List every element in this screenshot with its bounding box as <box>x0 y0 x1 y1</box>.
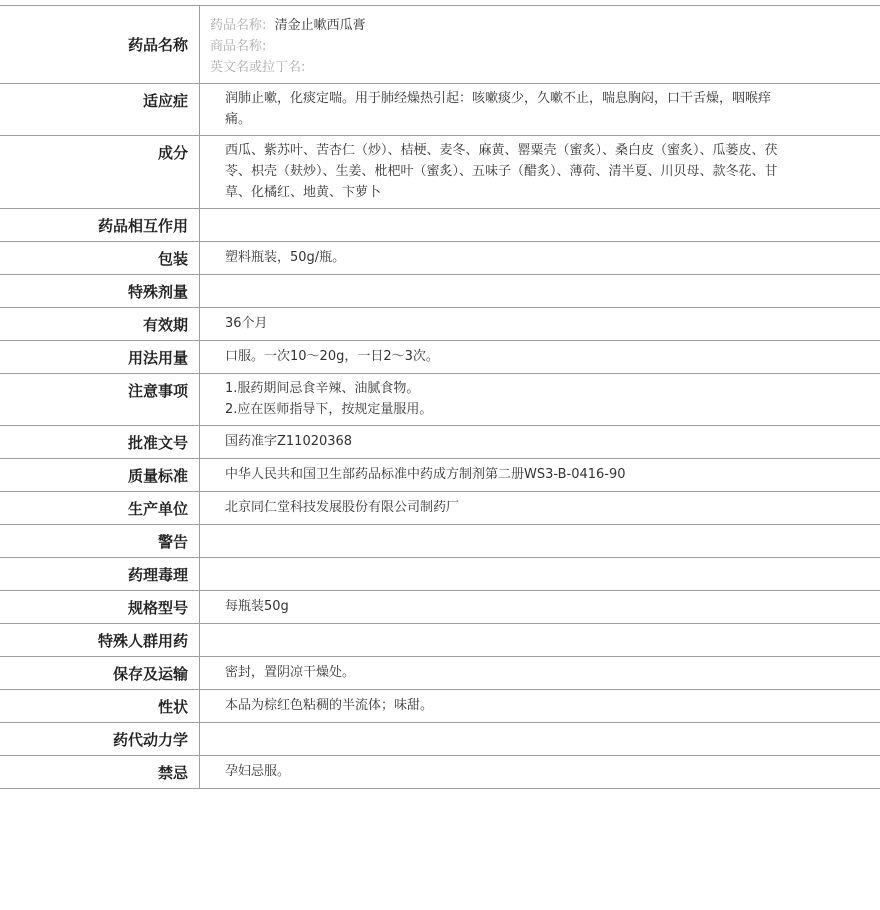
row-special-populations <box>0 624 880 657</box>
trade-name-line <box>210 36 788 57</box>
row-drug-name <box>0 6 880 84</box>
row-value: 密封，置阴凉干燥处。 <box>225 665 356 680</box>
row-storage-transport <box>0 657 880 690</box>
row-value: 36个月 <box>225 316 268 331</box>
row-pharmacology-toxicology <box>0 558 880 591</box>
row-value: 本品为棕红色粘稠的半流体；味甜。 <box>225 698 434 713</box>
row-label: 有效期 <box>0 308 200 340</box>
row-label: 药品名称 <box>0 6 200 83</box>
row-interactions <box>0 209 880 242</box>
row-value <box>200 525 880 557</box>
row-label: 特殊剂量 <box>0 275 200 307</box>
row-ingredients <box>0 136 880 209</box>
row-contraindications <box>0 756 880 789</box>
row-value <box>200 209 880 241</box>
row-precautions <box>0 374 880 426</box>
precaution-line: 1.服药期间忌食辛辣、油腻食物。 <box>225 381 420 396</box>
row-value <box>200 558 880 590</box>
row-label: 特殊人群用药 <box>0 624 200 656</box>
row-pharmacokinetics <box>0 723 880 756</box>
row-label: 警告 <box>0 525 200 557</box>
row-label: 药理毒理 <box>0 558 200 590</box>
row-value <box>200 275 880 307</box>
english-name-line <box>210 57 788 78</box>
generic-name-label: 药品名称: <box>210 18 267 33</box>
english-name-label: 英文名或拉丁名: <box>210 60 306 75</box>
row-label: 适应症 <box>0 84 200 135</box>
row-indications <box>0 84 880 136</box>
row-value: 孕妇忌服。 <box>225 764 291 779</box>
row-special-dosage <box>0 275 880 308</box>
drug-name-cell <box>200 6 880 83</box>
row-label: 规格型号 <box>0 591 200 623</box>
row-usage-dosage <box>0 341 880 374</box>
row-warning <box>0 525 880 558</box>
row-value: 口服。一次10～20g，一日2～3次。 <box>225 349 439 364</box>
row-value: 西瓜、紫苏叶、苦杏仁（炒）、桔梗、麦冬、麻黄、罂粟壳（蜜炙）、桑白皮（蜜炙）、瓜蒌皮、茯苓、枳壳（麸炒）、生姜、枇杷叶（蜜炙）、五味子（醋炙）、薄荷、清半夏、川贝母、款冬花、甘草、化橘红、地黄、卞萝卜 <box>225 143 778 200</box>
row-specification <box>0 591 880 624</box>
row-label: 包装 <box>0 242 200 274</box>
generic-name-value: 清金止嗽西瓜膏 <box>274 18 366 33</box>
generic-name-line <box>210 15 788 36</box>
row-value: 中华人民共和国卫生部药品标准中药成方制剂第二册WS3-B-0416-90 <box>225 467 626 482</box>
row-quality-standard <box>0 459 880 492</box>
row-label: 用法用量 <box>0 341 200 373</box>
row-shelf-life <box>0 308 880 341</box>
row-value <box>200 624 880 656</box>
row-value: 塑料瓶装，50g/瓶。 <box>225 250 346 265</box>
row-label: 批准文号 <box>0 426 200 458</box>
precaution-line: 2.应在医师指导下，按规定量服用。 <box>225 402 433 417</box>
row-label: 禁忌 <box>0 756 200 788</box>
drug-spec-table <box>0 5 880 789</box>
row-value <box>200 374 880 425</box>
row-value <box>200 723 880 755</box>
row-value: 北京同仁堂科技发展股份有限公司制药厂 <box>225 500 460 515</box>
row-label: 注意事项 <box>0 374 200 425</box>
row-label: 质量标准 <box>0 459 200 491</box>
row-label: 生产单位 <box>0 492 200 524</box>
row-value: 国药准字Z11020368 <box>225 434 353 449</box>
row-packaging <box>0 242 880 275</box>
row-label: 保存及运输 <box>0 657 200 689</box>
row-label: 性状 <box>0 690 200 722</box>
row-manufacturer <box>0 492 880 525</box>
row-description <box>0 690 880 723</box>
row-label: 药品相互作用 <box>0 209 200 241</box>
trade-name-label: 商品名称: <box>210 39 267 54</box>
row-label: 成分 <box>0 136 200 208</box>
row-value: 润肺止嗽，化痰定喘。用于肺经燥热引起：咳嗽痰少，久嗽不止，喘息胸闷，口干舌燥，咽喉痒痛。 <box>225 91 772 127</box>
row-label: 药代动力学 <box>0 723 200 755</box>
row-approval-number <box>0 426 880 459</box>
row-value: 每瓶装50g <box>225 599 289 614</box>
